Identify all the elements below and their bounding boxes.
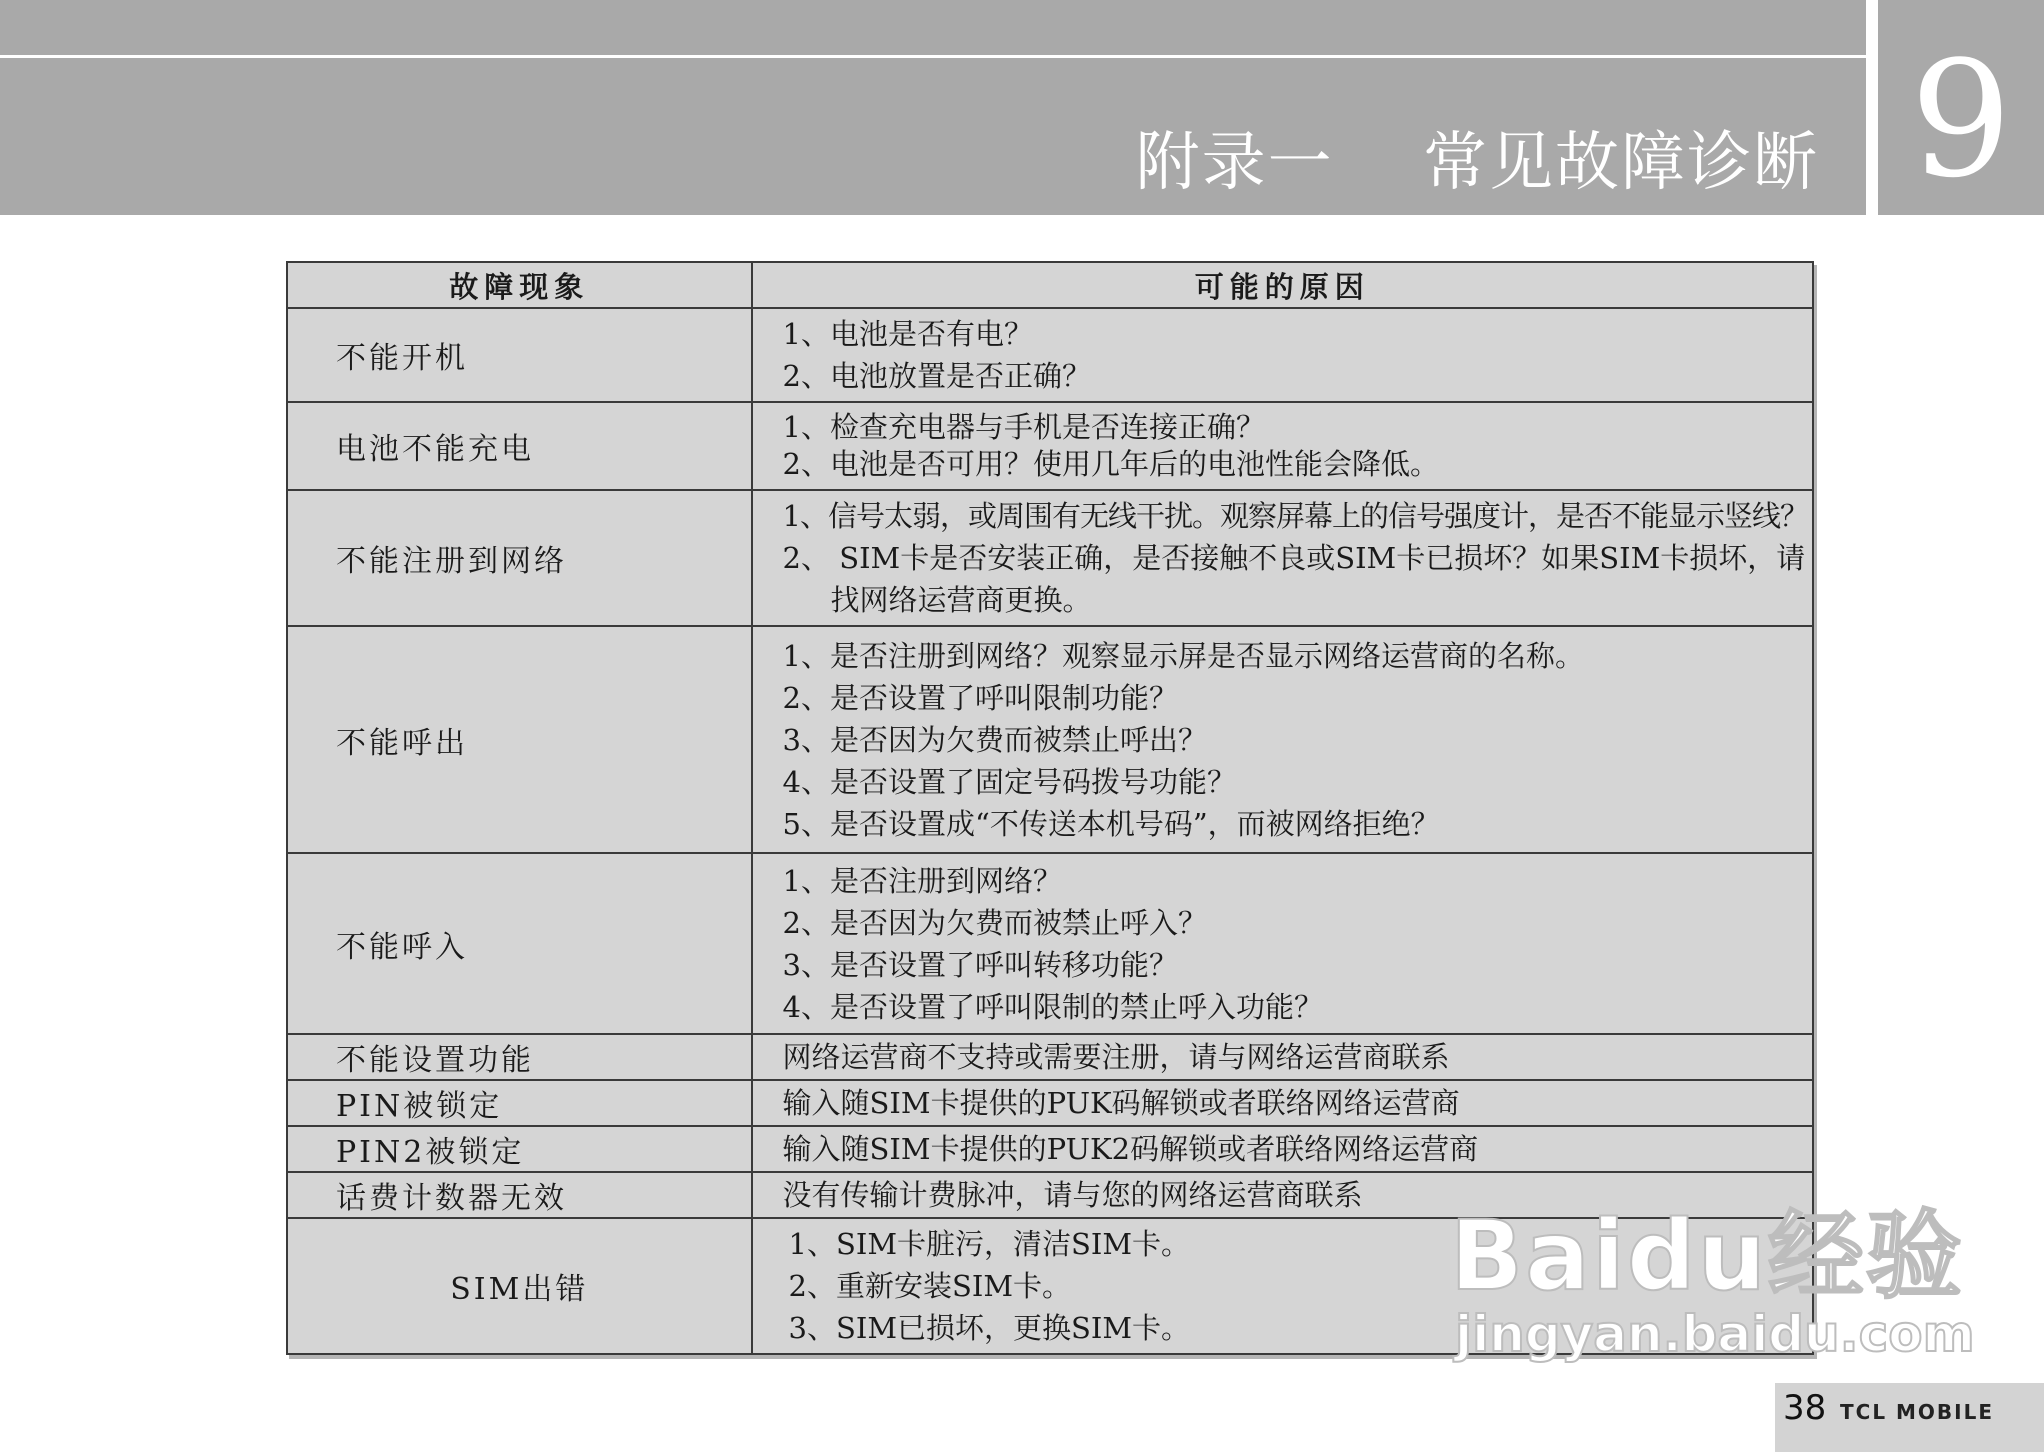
symptom-cell: 不能设置功能 bbox=[287, 1034, 752, 1080]
cause-cell bbox=[752, 626, 1813, 853]
page-number: 38 bbox=[1783, 1388, 1827, 1428]
table-row bbox=[287, 1080, 1813, 1126]
symptom-cell: PIN2被锁定 bbox=[287, 1126, 752, 1172]
table-row bbox=[287, 402, 1813, 490]
cause-cell bbox=[752, 1080, 1813, 1126]
cause-line: 1、是否注册到网络？ bbox=[782, 863, 1062, 898]
cause-cell bbox=[752, 1126, 1813, 1172]
cause-line: 2、是否因为欠费而被禁止呼入？ bbox=[782, 905, 1207, 940]
symptom-cell: 电池不能充电 bbox=[287, 402, 752, 490]
table-row bbox=[287, 1126, 1813, 1172]
cause-line: 5、是否设置成“不传送本机号码”，而被网络拒绝？ bbox=[782, 806, 1440, 841]
brand-name: TCL MOBILE bbox=[1840, 1400, 1995, 1424]
cause-cell bbox=[752, 853, 1813, 1034]
cause-cell bbox=[752, 402, 1813, 490]
symptom-cell: 不能开机 bbox=[287, 308, 752, 402]
cause-line: 网络运营商不支持或需要注册，请与网络运营商联系 bbox=[782, 1040, 1450, 1074]
table-row bbox=[287, 1034, 1813, 1080]
header-divider bbox=[0, 55, 1866, 58]
cause-line: 4、是否设置了固定号码拨号功能？ bbox=[782, 764, 1236, 799]
cause-line: 1、是否注册到网络？观察显示屏是否显示网络运营商的名称。 bbox=[782, 638, 1584, 673]
cause-cell bbox=[752, 490, 1813, 626]
symptom-cell: SIM出错 bbox=[287, 1218, 752, 1354]
symptom-cell: 不能呼入 bbox=[287, 853, 752, 1034]
table-row bbox=[287, 853, 1813, 1034]
page-title: 附录一 常见故障诊断 bbox=[1135, 126, 1819, 200]
cause-line: 1、信号太弱，或周围有无线干扰。观察屏幕上的信号强度计，是否不能显示竖线？ bbox=[782, 499, 1808, 533]
symptom-cell: PIN被锁定 bbox=[287, 1080, 752, 1126]
cause-line: 1、电池是否有电？ bbox=[782, 317, 1033, 351]
cause-line: 4、是否设置了呼叫限制的禁止呼入功能？ bbox=[782, 989, 1323, 1024]
symptom-cell: 话费计数器无效 bbox=[287, 1172, 752, 1218]
table-row bbox=[287, 490, 1813, 626]
cause-line: 1、SIM卡脏污，清洁SIM卡。 bbox=[788, 1227, 1191, 1261]
cause-line: 2、电池放置是否正确？ bbox=[782, 359, 1091, 393]
cause-line: 2、电池是否可用？使用几年后的电池性能会降低。 bbox=[782, 447, 1439, 481]
cause-line: 输入随SIM卡提供的PUK码解锁或者联络网络运营商 bbox=[782, 1086, 1460, 1120]
table-header-row bbox=[287, 262, 1813, 308]
chapter-number: 9 bbox=[1910, 26, 2012, 213]
watermark-url: jingyan.baidu.com bbox=[1455, 1305, 1975, 1363]
symptom-cell: 不能注册到网络 bbox=[287, 490, 752, 626]
column-header-cause: 可能的原因 bbox=[752, 262, 1813, 308]
cause-line: 2、重新安装SIM卡。 bbox=[788, 1269, 1072, 1303]
cause-line: 输入随SIM卡提供的PUK2码解锁或者联络网络运营商 bbox=[782, 1132, 1479, 1166]
table-row bbox=[287, 626, 1813, 853]
watermark-logo: Baidu经验 bbox=[1450, 1200, 1964, 1312]
cause-line: 2、是否设置了呼叫限制功能？ bbox=[782, 680, 1178, 715]
cause-cell bbox=[752, 1034, 1813, 1080]
cause-line: 3、是否设置了呼叫转移功能？ bbox=[782, 947, 1178, 982]
cause-line: 1、检查充电器与手机是否连接正确？ bbox=[782, 410, 1265, 444]
column-header-symptom: 故障现象 bbox=[287, 262, 752, 308]
symptom-cell: 不能呼出 bbox=[287, 626, 752, 853]
cause-line: 2、 SIM卡是否安装正确，是否接触不良或SIM卡已损坏？如果SIM卡损坏，请找网络运营商更换。 bbox=[782, 541, 1806, 617]
table-row bbox=[287, 308, 1813, 402]
cause-line: 3、是否因为欠费而被禁止呼出？ bbox=[782, 722, 1207, 757]
cause-line: 3、SIM已损坏，更换SIM卡。 bbox=[788, 1311, 1191, 1345]
cause-line: 没有传输计费脉冲，请与您的网络运营商联系 bbox=[782, 1178, 1363, 1212]
cause-cell bbox=[752, 308, 1813, 402]
